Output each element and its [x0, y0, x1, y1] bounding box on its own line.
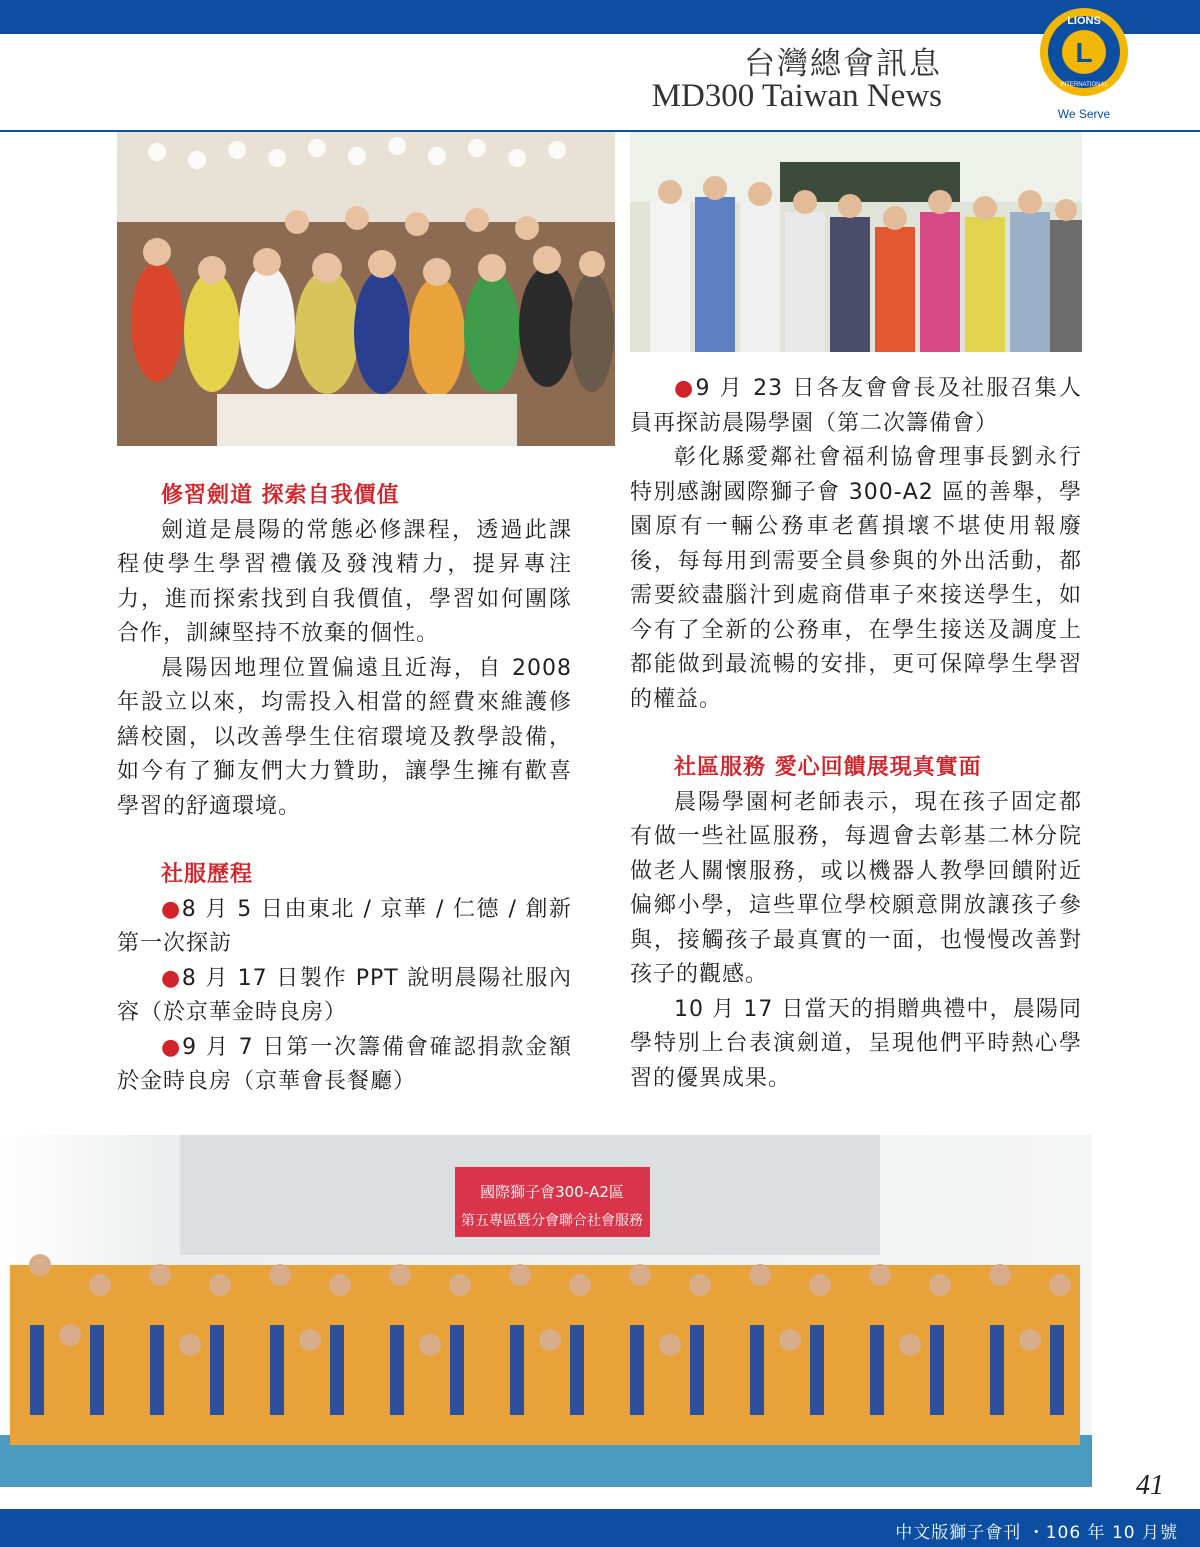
banner-subtitle: 第五專區暨分會聯合社會服務 — [461, 1213, 643, 1229]
page-number: 41 — [1136, 1470, 1164, 1501]
banner-title: 國際獅子會300-A2區 — [480, 1183, 624, 1201]
paragraph-vehicle-donation: 彰化縣愛鄰社會福利協會理事長劉永行特別感謝國際獅子會 300-A2 區的善舉，學園原有一輛公務車老舊損壞不堪使用報廢後，每每用到需要全員參與的外出活動，都需要絞盡腦汁到處商借車子來接送學生，如今有了全新的公務車，在學生接送及調度上都能做到最流暢的安排，更可保障學生學習的權益。 — [630, 445, 1082, 712]
bullet-item: ●8 月 17 日製作 PPT 說明晨陽社服內容（於京華金時良房） — [117, 965, 572, 1025]
paragraph-ceremony: 10 月 17 日當天的捐贈典禮中，晨陽同學特別上台表演劍道，呈現他們平時熱心學習的優異成果。 — [630, 996, 1082, 1091]
logo-ring-text: INTERNATIONAL — [1060, 82, 1108, 88]
lions-logo-icon — [1036, 4, 1132, 124]
section-title-zh: 台灣總會訊息 — [744, 46, 942, 82]
logo-letter: L — [1075, 37, 1093, 68]
logo-motto: We Serve — [1057, 107, 1111, 121]
photo-district-service-group — [0, 1135, 1092, 1487]
paragraph-community: 晨陽學園柯老師表示，現在孩子固定都有做一些社區服務，每週會去彰基二林分院做老人關懷服務，或以機器人教學回饋附近偏鄉小學，這些單位學校願意開放讓孩子參與，接觸孩子最真實的一面，也慢慢改善對孩子的觀感。 — [630, 789, 1082, 987]
photo-school-visit-group — [630, 132, 1082, 352]
heading-service-history: 社服歷程 — [161, 862, 254, 887]
bullet-dot-icon: ● — [161, 1034, 183, 1060]
bullet-dot-icon: ● — [161, 896, 182, 922]
top-brand-bar — [0, 0, 1200, 34]
heading-community-service: 社區服務 愛心回饋展現真實面 — [674, 755, 982, 780]
paragraph-kendo: 劍道是晨陽的常態必修課程，透過此課程使學生學習禮儀及發洩精力，提昇專注力，進而探索找到自我價值，學習如何團隊合作，訓練堅持不放棄的個性。 — [117, 517, 572, 646]
left-text-column — [117, 479, 572, 1100]
photo-dinner-group — [117, 132, 615, 446]
bullet-item: ●9 月 23 日各友會會長及社服召集人員再探訪晨陽學園（第二次籌備會） — [630, 376, 1082, 436]
bullet-item: ●9 月 7 日第一次籌備會確認捐款金額於金時良房（京華會長餐廳） — [117, 1034, 572, 1094]
publication-info: 中文版獅子會刊 ・106 年 10 月號 — [895, 1523, 1178, 1543]
paragraph-campus: 晨陽因地理位置偏遠且近海，自 2008 年設立以來，均需投入相當的經費來維護修繕校園，以改善學生住宿環境及教學設備，如今有了獅友們大力贊助，讓學生擁有歡喜學習的舒適環境。 — [117, 655, 572, 819]
right-text-column — [630, 372, 1082, 1096]
logo-lions-text: LIONS — [1067, 15, 1101, 27]
section-title-en: MD300 Taiwan News — [651, 78, 942, 114]
bullet-dot-icon: ● — [674, 376, 696, 401]
heading-kendo: 修習劍道 探索自我價值 — [161, 483, 400, 508]
bullet-dot-icon: ● — [161, 965, 182, 991]
bullet-item: ●8 月 5 日由東北 / 京華 / 仁德 / 創新第一次探訪 — [117, 896, 572, 956]
